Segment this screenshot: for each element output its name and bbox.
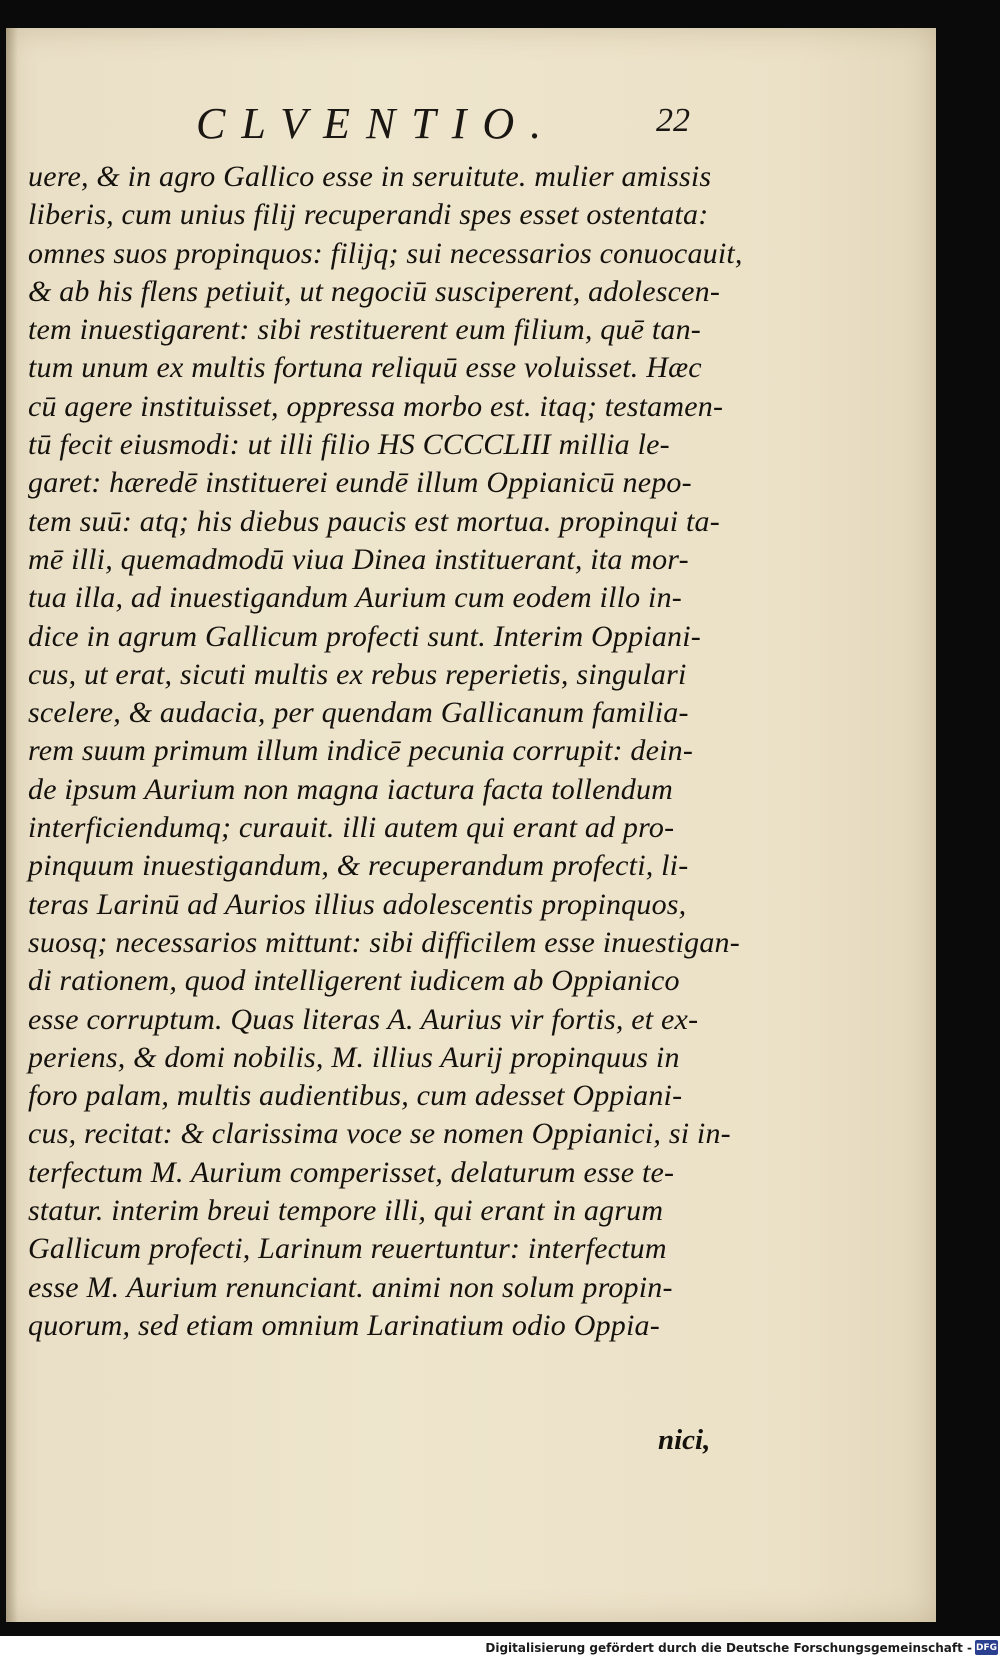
text-line: garet: hæredē instituerei eundē illum Oppianicū nepo- [28, 466, 692, 500]
text-line: omnes suos propinquos: filijq; sui necessarios conuocauit, [28, 236, 743, 270]
funding-credit: Digitalisierung gefördert durch die Deutsche Forschungsgemeinschaft - [485, 1641, 972, 1655]
text-line: mē illi, quemadmodū viua Dinea instituerant, ita mor- [28, 542, 689, 576]
body-text [28, 158, 768, 1345]
page-header [6, 98, 936, 158]
text-line: & ab his flens petiuit, ut negociū susciperent, adolescen- [28, 274, 721, 308]
text-line: tū fecit eiusmodi: ut illi filio HS CCCCLIII millia le- [28, 428, 670, 462]
text-line: scelere, & audacia, per quendam Gallicanum familia- [28, 696, 689, 730]
text-line: uere, & in agro Gallico esse in seruitute. mulier amissis [28, 160, 712, 193]
dfg-logo-icon: DFG [975, 1640, 998, 1655]
text-line: cū agere instituisset, oppressa morbo est. itaq; testamen- [28, 389, 724, 423]
text-line: liberis, cum unius filij recuperandi spes esset ostentata: [28, 198, 709, 232]
text-line: rem suum primum illum indicē pecunia corrupit: dein- [28, 734, 694, 768]
text-line: di rationem, quod intelligerent iudicem ab Oppianico [28, 964, 680, 998]
running-title: CLVENTIO. [196, 99, 558, 148]
text-line: tum unum ex multis fortuna reliquū esse voluisset. Hæc [28, 351, 702, 385]
page-number: 22 [656, 102, 690, 139]
text-line: pinquum inuestigandum, & recuperandum profecti, li- [28, 849, 689, 883]
text-line: cus, recitat: & clarissima voce se nomen Oppianici, si in- [28, 1117, 731, 1151]
text-line: tem suū: atq; his diebus paucis est mortua. propinqui ta- [28, 504, 720, 538]
text-line: cus, ut erat, sicuti multis ex rebus reperietis, singulari [28, 657, 687, 691]
text-line: periens, & domi nobilis, M. illius Aurij propinquus in [28, 1040, 680, 1074]
text-line: foro palam, multis audientibus, cum adesset Oppiani- [28, 1079, 683, 1113]
text-line: dice in agrum Gallicum profecti sunt. Interim Oppiani- [28, 619, 701, 653]
book-page [6, 28, 936, 1622]
text-line: de ipsum Aurium non magna iactura facta tollendum [28, 772, 674, 806]
text-line: tem inuestigarent: sibi restituerent eum filium, quē tan- [28, 313, 701, 347]
text-line: interficiendumq; curauit. illi autem qui erant ad pro- [28, 811, 675, 845]
digitization-footer [0, 1636, 1000, 1662]
text-line: esse corruptum. Quas literas A. Aurius vir fortis, et ex- [28, 1002, 699, 1036]
text-line: tua illa, ad inuestigandum Aurium cum eodem illo in- [28, 581, 682, 615]
text-line: teras Larinū ad Aurios illius adolescentis propinquos, [28, 887, 687, 921]
catchword: nici, [658, 1424, 711, 1456]
text-line: esse M. Aurium renunciant. animi non solum propin- [28, 1270, 673, 1304]
text-line: statur. interim breui tempore illi, qui erant in agrum [28, 1194, 664, 1228]
text-line: terfectum M. Aurium comperisset, delaturum esse te- [28, 1155, 675, 1189]
text-line: Gallicum profecti, Larinum reuertuntur: interfectum [28, 1232, 667, 1266]
text-line: suosq; necessarios mittunt: sibi difficilem esse inuestigan- [28, 925, 740, 959]
text-line: quorum, sed etiam omnium Larinatium odio Oppia- [28, 1308, 660, 1342]
